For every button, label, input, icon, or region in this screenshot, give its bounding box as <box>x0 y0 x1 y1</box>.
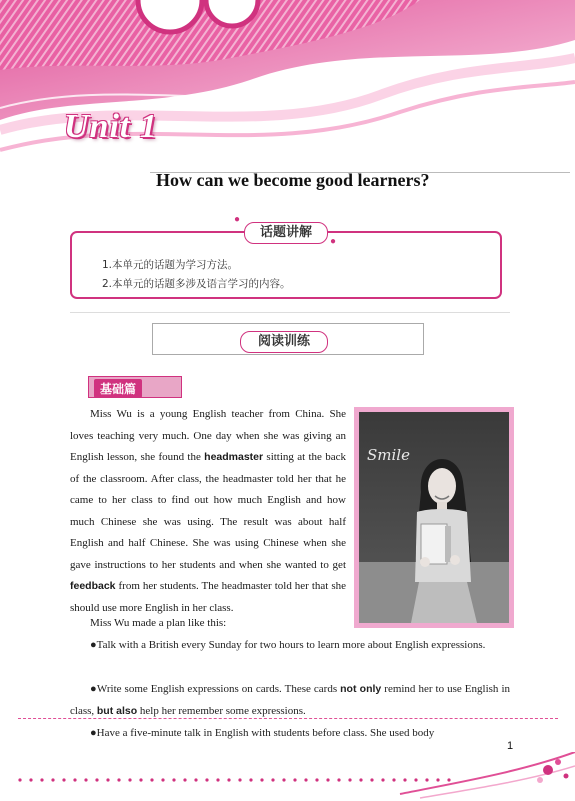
footer-dot <box>271 778 274 781</box>
footer-dot <box>293 778 296 781</box>
footer-dot <box>150 778 153 781</box>
footer-dot <box>392 778 395 781</box>
teacher-photo <box>359 412 509 623</box>
swirl-ornament-icon: ● <box>330 236 337 247</box>
footer-dot <box>414 778 417 781</box>
plan-bullet: ●Talk with a British every Sunday for two hours to learn more about English expressions. <box>90 639 486 651</box>
plan-bullet: ●Write some English expressions on cards. These cards not only remind her to use English in class, but also help her remember some expressions. <box>70 683 511 717</box>
footer-dot <box>227 778 230 781</box>
plan-intro: Miss Wu made a plan like this: <box>90 617 227 629</box>
footer-dot <box>282 778 285 781</box>
footer-dot <box>315 778 318 781</box>
footer-dot <box>139 778 142 781</box>
footer-dot <box>370 778 373 781</box>
footer-dot <box>348 778 351 781</box>
footer-dot <box>194 778 197 781</box>
footer-dot <box>249 778 252 781</box>
footer-dot <box>128 778 131 781</box>
footer-dot <box>29 778 32 781</box>
footer-dot <box>304 778 307 781</box>
footer-dot <box>447 778 450 781</box>
footer-dot <box>84 778 87 781</box>
footer-decoration <box>0 752 575 801</box>
keyword: feedback <box>70 580 116 592</box>
footer-dot <box>51 778 54 781</box>
footer-dot <box>205 778 208 781</box>
keyword: not only <box>340 683 382 695</box>
chalkboard-text: Smile <box>367 446 410 464</box>
topic-item: 2.本单元的话题多涉及语言学习的内容。 <box>102 278 291 290</box>
footer-dot <box>238 778 241 781</box>
reading-banner: 阅读训练 <box>240 331 328 353</box>
page-number: 1 <box>507 740 514 752</box>
footer-dot <box>381 778 384 781</box>
footer-dot <box>95 778 98 781</box>
footer-dot <box>337 778 340 781</box>
footer-rule <box>18 718 558 719</box>
footer-dot <box>73 778 76 781</box>
unit-title: Unit 1 <box>64 108 158 145</box>
footer-dot <box>260 778 263 781</box>
passage-paragraph: Miss Wu is a young English teacher from China. She loves teaching very much. One day when she was giving an English lesson, she found the headmaster sitting at the back of the classroom. After class, the headmaster told her that he came to her class to find out how much English and how much Chinese she was using. The result was about half English and half Chinese. She was using Chinese when she gave instructions to her students and when she wanted to get feedback from her students. The headmaster told her that she should use more English in her class. <box>70 408 346 614</box>
section-divider <box>70 312 510 313</box>
keyword: but also <box>96 704 138 717</box>
footer-dot <box>216 778 219 781</box>
swirl-ornament-icon: ● <box>234 214 241 225</box>
footer-dot <box>425 778 428 781</box>
footer-dot <box>359 778 362 781</box>
footer-dot <box>117 778 120 781</box>
footer-dot <box>40 778 43 781</box>
footer-dot <box>183 778 186 781</box>
footer-dot <box>326 778 329 781</box>
topic-banner: 话题讲解 <box>244 222 328 244</box>
footer-dot <box>436 778 439 781</box>
level-tag-label: 基础篇 <box>94 379 142 398</box>
plan-bullet: ●Have a five-minute talk in English with students before class. She used body <box>90 727 435 739</box>
footer-dot <box>18 778 21 781</box>
header-decoration <box>0 0 575 175</box>
footer-dot <box>62 778 65 781</box>
footer-dot <box>161 778 164 781</box>
keyword: headmaster <box>204 451 264 463</box>
footer-dot <box>172 778 175 781</box>
footer-dot <box>403 778 406 781</box>
footer-dot <box>106 778 109 781</box>
unit-subtitle: How can we become good learners? <box>156 170 430 190</box>
topic-item: 1.本单元的话题为学习方法。 <box>102 259 239 271</box>
